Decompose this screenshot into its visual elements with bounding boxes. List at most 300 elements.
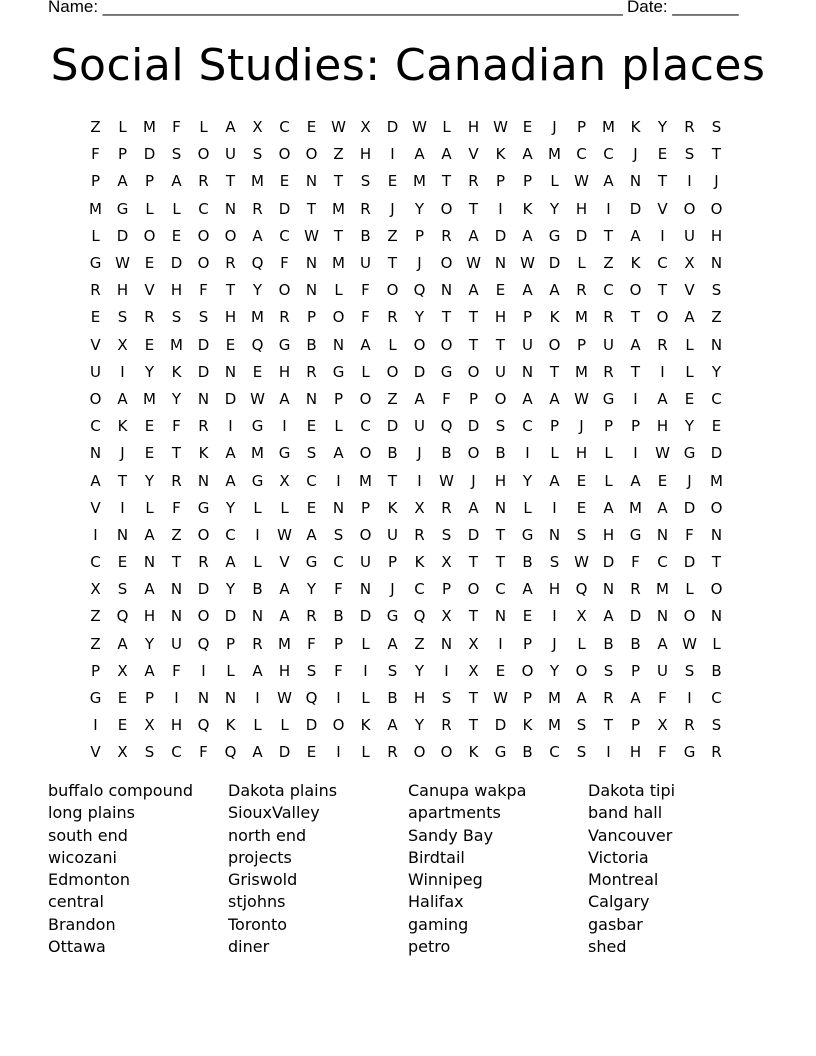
grid-cell[interactable]: A — [144, 661, 155, 680]
grid-cell[interactable]: W — [574, 389, 589, 408]
grid-cell[interactable]: S — [603, 661, 614, 680]
grid-cell[interactable]: G — [197, 498, 210, 517]
grid-cell[interactable]: L — [172, 199, 181, 218]
grid-cell[interactable]: L — [361, 634, 370, 653]
grid-cell[interactable]: W — [574, 553, 589, 572]
grid-cell[interactable]: T — [657, 172, 668, 191]
grid-cell[interactable]: A — [90, 471, 101, 490]
grid-cell[interactable]: X — [468, 661, 479, 680]
grid-cell[interactable]: T — [387, 254, 398, 273]
grid-cell[interactable]: W — [331, 118, 346, 137]
grid-cell[interactable]: V — [90, 498, 101, 517]
grid-cell[interactable]: D — [170, 254, 183, 273]
grid-cell[interactable]: E — [495, 281, 506, 300]
grid-cell[interactable]: M — [710, 471, 723, 490]
grid-cell[interactable]: A — [279, 580, 290, 599]
grid-cell[interactable]: T — [225, 172, 236, 191]
grid-cell[interactable]: I — [552, 607, 557, 626]
grid-cell[interactable]: A — [576, 689, 587, 708]
grid-cell[interactable]: S — [306, 661, 317, 680]
grid-cell[interactable]: A — [387, 634, 398, 653]
grid-cell[interactable]: J — [120, 444, 125, 463]
grid-cell[interactable]: P — [387, 553, 398, 572]
grid-cell[interactable]: F — [172, 417, 181, 436]
grid-cell[interactable]: A — [630, 689, 641, 708]
grid-cell[interactable]: R — [468, 172, 479, 191]
grid-cell[interactable]: I — [660, 226, 665, 245]
grid-cell[interactable]: I — [552, 498, 557, 517]
grid-cell[interactable]: F — [280, 254, 289, 273]
grid-cell[interactable]: U — [522, 335, 533, 354]
grid-cell[interactable]: G — [278, 444, 291, 463]
grid-cell[interactable]: P — [522, 689, 533, 708]
grid-cell[interactable]: A — [225, 118, 236, 137]
grid-cell[interactable]: B — [441, 444, 452, 463]
grid-cell[interactable]: I — [687, 689, 692, 708]
grid-cell[interactable]: N — [197, 471, 210, 490]
grid-cell[interactable]: S — [711, 716, 722, 735]
grid-cell[interactable]: A — [603, 607, 614, 626]
grid-cell[interactable]: L — [253, 553, 262, 572]
grid-cell[interactable]: H — [170, 281, 183, 300]
grid-cell[interactable]: H — [629, 743, 642, 762]
grid-cell[interactable]: J — [417, 444, 422, 463]
grid-cell[interactable]: T — [495, 525, 506, 544]
grid-cell[interactable]: M — [278, 634, 291, 653]
grid-cell[interactable]: J — [390, 199, 395, 218]
grid-cell[interactable]: C — [171, 743, 182, 762]
grid-cell[interactable]: G — [494, 743, 507, 762]
grid-cell[interactable]: R — [198, 172, 209, 191]
grid-cell[interactable]: P — [225, 634, 236, 653]
grid-cell[interactable]: H — [602, 525, 615, 544]
grid-cell[interactable]: F — [91, 145, 100, 164]
grid-cell[interactable]: N — [710, 335, 723, 354]
grid-cell[interactable]: T — [468, 199, 479, 218]
grid-cell[interactable]: D — [116, 226, 129, 245]
grid-cell[interactable]: D — [413, 362, 426, 381]
grid-cell[interactable]: U — [603, 335, 614, 354]
grid-cell[interactable]: D — [386, 417, 399, 436]
grid-cell[interactable]: J — [633, 145, 638, 164]
grid-cell[interactable]: O — [332, 308, 345, 327]
grid-cell[interactable]: F — [172, 498, 181, 517]
grid-cell[interactable]: V — [90, 335, 101, 354]
grid-cell[interactable]: A — [630, 335, 641, 354]
grid-cell[interactable]: E — [144, 444, 155, 463]
grid-cell[interactable]: S — [684, 661, 695, 680]
grid-cell[interactable]: Z — [711, 308, 722, 327]
grid-cell[interactable]: A — [117, 389, 128, 408]
grid-cell[interactable]: T — [603, 716, 614, 735]
grid-cell[interactable]: R — [684, 118, 695, 137]
grid-cell[interactable]: O — [440, 254, 453, 273]
grid-cell[interactable]: C — [549, 743, 560, 762]
grid-cell[interactable]: A — [279, 607, 290, 626]
grid-cell[interactable]: C — [198, 199, 209, 218]
grid-cell[interactable]: O — [278, 281, 291, 300]
grid-cell[interactable]: Y — [252, 281, 263, 300]
grid-cell[interactable]: L — [388, 335, 397, 354]
grid-cell[interactable]: E — [117, 553, 128, 572]
grid-cell[interactable]: H — [548, 580, 561, 599]
grid-cell[interactable]: M — [602, 118, 615, 137]
grid-cell[interactable]: I — [687, 172, 692, 191]
grid-cell[interactable]: G — [602, 389, 615, 408]
grid-cell[interactable]: K — [549, 308, 560, 327]
grid-cell[interactable]: R — [279, 308, 290, 327]
grid-cell[interactable]: C — [711, 689, 722, 708]
grid-cell[interactable]: Y — [684, 417, 695, 436]
grid-cell[interactable]: P — [468, 389, 479, 408]
grid-cell[interactable]: U — [360, 254, 371, 273]
grid-cell[interactable]: A — [630, 471, 641, 490]
grid-cell[interactable]: O — [359, 444, 372, 463]
grid-cell[interactable]: I — [120, 498, 125, 517]
grid-cell[interactable]: T — [630, 362, 641, 381]
grid-cell[interactable]: I — [525, 444, 530, 463]
grid-cell[interactable]: Q — [413, 281, 426, 300]
grid-cell[interactable]: I — [336, 471, 341, 490]
grid-cell[interactable]: L — [577, 634, 586, 653]
grid-cell[interactable]: R — [657, 335, 668, 354]
grid-cell[interactable]: M — [170, 335, 183, 354]
grid-cell[interactable]: L — [145, 498, 154, 517]
grid-cell[interactable]: G — [683, 444, 696, 463]
grid-cell[interactable]: X — [90, 580, 101, 599]
grid-cell[interactable]: O — [440, 743, 453, 762]
grid-cell[interactable]: N — [656, 607, 669, 626]
grid-cell[interactable]: Q — [224, 743, 237, 762]
grid-cell[interactable]: R — [171, 471, 182, 490]
grid-cell[interactable]: K — [468, 743, 479, 762]
grid-cell[interactable]: D — [467, 525, 480, 544]
grid-cell[interactable]: X — [360, 118, 371, 137]
grid-cell[interactable]: R — [306, 362, 317, 381]
grid-cell[interactable]: W — [493, 689, 508, 708]
grid-cell[interactable]: D — [359, 607, 372, 626]
grid-cell[interactable]: R — [603, 308, 614, 327]
grid-cell[interactable]: T — [603, 226, 614, 245]
grid-cell[interactable]: R — [198, 417, 209, 436]
grid-cell[interactable]: A — [549, 281, 560, 300]
grid-cell[interactable]: H — [710, 226, 723, 245]
grid-cell[interactable]: O — [386, 281, 399, 300]
grid-cell[interactable]: Y — [414, 716, 425, 735]
grid-cell[interactable]: L — [712, 634, 721, 653]
grid-cell[interactable]: V — [657, 199, 668, 218]
grid-cell[interactable]: M — [575, 362, 588, 381]
grid-cell[interactable]: A — [279, 389, 290, 408]
grid-cell[interactable]: W — [493, 118, 508, 137]
grid-cell[interactable]: A — [252, 661, 263, 680]
grid-cell[interactable]: Z — [387, 389, 398, 408]
grid-cell[interactable]: N — [494, 607, 507, 626]
grid-cell[interactable]: X — [468, 634, 479, 653]
grid-cell[interactable]: D — [305, 716, 318, 735]
grid-cell[interactable]: H — [359, 145, 372, 164]
grid-cell[interactable]: B — [711, 661, 722, 680]
grid-cell[interactable]: A — [657, 498, 668, 517]
grid-cell[interactable]: I — [336, 689, 341, 708]
grid-cell[interactable]: A — [225, 553, 236, 572]
grid-cell[interactable]: G — [89, 689, 102, 708]
grid-cell[interactable]: T — [387, 471, 398, 490]
grid-cell[interactable]: S — [441, 689, 452, 708]
grid-cell[interactable]: H — [656, 417, 669, 436]
grid-cell[interactable]: W — [412, 118, 427, 137]
grid-cell[interactable]: E — [657, 145, 668, 164]
grid-cell[interactable]: W — [439, 471, 454, 490]
grid-cell[interactable]: Y — [144, 634, 155, 653]
grid-cell[interactable]: N — [116, 525, 129, 544]
grid-cell[interactable]: P — [630, 417, 641, 436]
grid-cell[interactable]: X — [441, 553, 452, 572]
grid-cell[interactable]: B — [603, 634, 614, 653]
grid-cell[interactable]: L — [442, 118, 451, 137]
grid-cell[interactable]: L — [118, 118, 127, 137]
grid-cell[interactable]: A — [684, 308, 695, 327]
grid-cell[interactable]: T — [549, 362, 560, 381]
grid-cell[interactable]: X — [657, 716, 668, 735]
grid-cell[interactable]: M — [656, 580, 669, 599]
grid-cell[interactable]: S — [441, 525, 452, 544]
grid-cell[interactable]: S — [495, 417, 506, 436]
grid-cell[interactable]: T — [468, 607, 479, 626]
grid-cell[interactable]: N — [521, 362, 534, 381]
grid-cell[interactable]: E — [387, 172, 398, 191]
grid-cell[interactable]: P — [522, 172, 533, 191]
grid-cell[interactable]: R — [441, 716, 452, 735]
grid-cell[interactable]: K — [117, 417, 128, 436]
grid-cell[interactable]: T — [495, 553, 506, 572]
grid-cell[interactable]: L — [334, 281, 343, 300]
grid-cell[interactable]: P — [603, 417, 614, 436]
grid-cell[interactable]: L — [577, 254, 586, 273]
grid-cell[interactable]: Y — [549, 199, 560, 218]
grid-cell[interactable]: L — [361, 362, 370, 381]
grid-cell[interactable]: P — [630, 716, 641, 735]
grid-cell[interactable]: S — [198, 308, 209, 327]
grid-cell[interactable]: S — [711, 118, 722, 137]
grid-cell[interactable]: T — [711, 553, 722, 572]
grid-cell[interactable]: L — [604, 471, 613, 490]
grid-cell[interactable]: M — [251, 444, 264, 463]
grid-cell[interactable]: O — [224, 226, 237, 245]
grid-cell[interactable]: R — [360, 199, 371, 218]
grid-cell[interactable]: N — [332, 498, 345, 517]
grid-cell[interactable]: O — [683, 607, 696, 626]
grid-cell[interactable]: K — [360, 716, 371, 735]
grid-cell[interactable]: C — [279, 226, 290, 245]
grid-cell[interactable]: S — [117, 308, 128, 327]
grid-cell[interactable]: X — [117, 335, 128, 354]
grid-cell[interactable]: R — [90, 281, 101, 300]
grid-cell[interactable]: C — [306, 471, 317, 490]
grid-cell[interactable]: O — [467, 444, 480, 463]
grid-cell[interactable]: A — [603, 498, 614, 517]
grid-cell[interactable]: W — [520, 254, 535, 273]
grid-cell[interactable]: G — [116, 199, 129, 218]
grid-cell[interactable]: Q — [116, 607, 129, 626]
grid-cell[interactable]: S — [549, 553, 560, 572]
grid-cell[interactable]: D — [278, 743, 291, 762]
grid-cell[interactable]: G — [683, 743, 696, 762]
grid-cell[interactable]: I — [606, 743, 611, 762]
grid-cell[interactable]: I — [336, 743, 341, 762]
grid-cell[interactable]: F — [658, 743, 667, 762]
grid-cell[interactable]: A — [225, 471, 236, 490]
grid-cell[interactable]: T — [441, 172, 452, 191]
grid-cell[interactable]: L — [199, 118, 208, 137]
date-field[interactable]: Date: _______ — [627, 0, 739, 16]
grid-cell[interactable]: Z — [387, 226, 398, 245]
grid-cell[interactable]: O — [305, 145, 318, 164]
grid-cell[interactable]: M — [548, 716, 561, 735]
grid-cell[interactable]: L — [253, 716, 262, 735]
grid-cell[interactable]: X — [684, 254, 695, 273]
grid-cell[interactable]: R — [252, 199, 263, 218]
grid-cell[interactable]: A — [171, 172, 182, 191]
grid-cell[interactable]: Y — [306, 580, 317, 599]
grid-cell[interactable]: O — [440, 199, 453, 218]
grid-cell[interactable]: E — [657, 471, 668, 490]
grid-cell[interactable]: E — [117, 716, 128, 735]
grid-cell[interactable]: P — [117, 145, 128, 164]
grid-cell[interactable]: L — [361, 743, 370, 762]
grid-cell[interactable]: D — [197, 362, 210, 381]
grid-cell[interactable]: Z — [603, 254, 614, 273]
grid-cell[interactable]: R — [711, 743, 722, 762]
grid-cell[interactable]: H — [575, 444, 588, 463]
grid-cell[interactable]: G — [305, 553, 318, 572]
grid-cell[interactable]: P — [414, 226, 425, 245]
grid-cell[interactable]: C — [279, 118, 290, 137]
grid-cell[interactable]: O — [548, 335, 561, 354]
grid-cell[interactable]: N — [251, 607, 264, 626]
grid-cell[interactable]: B — [630, 634, 641, 653]
grid-cell[interactable]: Z — [171, 525, 182, 544]
grid-cell[interactable]: N — [224, 689, 237, 708]
grid-cell[interactable]: Y — [414, 308, 425, 327]
grid-cell[interactable]: Y — [225, 580, 236, 599]
grid-cell[interactable]: W — [115, 254, 130, 273]
grid-cell[interactable]: T — [657, 281, 668, 300]
grid-cell[interactable]: J — [417, 254, 422, 273]
grid-cell[interactable]: F — [334, 661, 343, 680]
grid-cell[interactable]: I — [498, 634, 503, 653]
grid-cell[interactable]: I — [444, 661, 449, 680]
grid-cell[interactable]: C — [414, 580, 425, 599]
grid-cell[interactable]: P — [360, 498, 371, 517]
grid-cell[interactable]: V — [684, 281, 695, 300]
grid-cell[interactable]: P — [306, 308, 317, 327]
grid-cell[interactable]: D — [467, 417, 480, 436]
grid-cell[interactable]: D — [224, 607, 237, 626]
grid-cell[interactable]: D — [143, 145, 156, 164]
grid-cell[interactable]: H — [116, 281, 129, 300]
grid-cell[interactable]: U — [360, 553, 371, 572]
grid-cell[interactable]: A — [468, 226, 479, 245]
grid-cell[interactable]: R — [441, 498, 452, 517]
grid-cell[interactable]: A — [522, 145, 533, 164]
grid-cell[interactable]: L — [280, 716, 289, 735]
grid-cell[interactable]: R — [225, 254, 236, 273]
grid-cell[interactable]: G — [629, 525, 642, 544]
grid-cell[interactable]: Y — [414, 661, 425, 680]
grid-cell[interactable]: F — [334, 580, 343, 599]
grid-cell[interactable]: L — [91, 226, 100, 245]
grid-cell[interactable]: A — [306, 525, 317, 544]
grid-cell[interactable]: R — [603, 362, 614, 381]
grid-cell[interactable]: C — [225, 525, 236, 544]
grid-cell[interactable]: D — [710, 444, 723, 463]
grid-cell[interactable]: A — [603, 172, 614, 191]
grid-cell[interactable]: T — [468, 308, 479, 327]
grid-cell[interactable]: R — [198, 553, 209, 572]
grid-cell[interactable]: U — [171, 634, 182, 653]
grid-cell[interactable]: P — [90, 661, 101, 680]
grid-cell[interactable]: O — [440, 335, 453, 354]
grid-cell[interactable]: O — [332, 716, 345, 735]
grid-cell[interactable]: F — [172, 661, 181, 680]
grid-cell[interactable]: C — [522, 417, 533, 436]
grid-cell[interactable]: N — [710, 607, 723, 626]
grid-cell[interactable]: P — [90, 172, 101, 191]
grid-cell[interactable]: B — [306, 335, 317, 354]
grid-cell[interactable]: K — [522, 716, 533, 735]
grid-cell[interactable]: I — [228, 417, 233, 436]
grid-cell[interactable]: N — [656, 525, 669, 544]
grid-cell[interactable]: Y — [144, 362, 155, 381]
grid-cell[interactable]: A — [549, 471, 560, 490]
grid-cell[interactable]: P — [495, 172, 506, 191]
grid-cell[interactable]: X — [414, 498, 425, 517]
grid-cell[interactable]: O — [521, 661, 534, 680]
grid-cell[interactable]: U — [90, 362, 101, 381]
grid-cell[interactable]: E — [117, 689, 128, 708]
grid-cell[interactable]: N — [197, 389, 210, 408]
grid-cell[interactable]: M — [413, 172, 426, 191]
grid-cell[interactable]: D — [386, 118, 399, 137]
grid-cell[interactable]: K — [522, 199, 533, 218]
grid-cell[interactable]: P — [549, 417, 560, 436]
grid-cell[interactable]: R — [441, 226, 452, 245]
grid-cell[interactable]: O — [494, 389, 507, 408]
grid-cell[interactable]: L — [253, 498, 262, 517]
grid-cell[interactable]: K — [198, 444, 209, 463]
grid-cell[interactable]: P — [144, 172, 155, 191]
grid-cell[interactable]: X — [144, 716, 155, 735]
grid-cell[interactable]: M — [251, 308, 264, 327]
name-field[interactable]: Name: _______________________________________________________ — [48, 0, 623, 16]
grid-cell[interactable]: T — [171, 444, 182, 463]
grid-cell[interactable]: D — [197, 580, 210, 599]
grid-cell[interactable]: J — [687, 471, 692, 490]
grid-cell[interactable]: N — [305, 254, 318, 273]
grid-cell[interactable]: I — [255, 689, 260, 708]
grid-cell[interactable]: I — [417, 471, 422, 490]
grid-cell[interactable]: A — [252, 226, 263, 245]
grid-cell[interactable]: A — [441, 145, 452, 164]
grid-cell[interactable]: L — [550, 444, 559, 463]
grid-cell[interactable]: A — [414, 389, 425, 408]
grid-cell[interactable]: W — [250, 389, 265, 408]
grid-cell[interactable]: F — [685, 525, 694, 544]
grid-cell[interactable]: N — [305, 389, 318, 408]
grid-cell[interactable]: O — [197, 145, 210, 164]
grid-cell[interactable]: M — [332, 254, 345, 273]
